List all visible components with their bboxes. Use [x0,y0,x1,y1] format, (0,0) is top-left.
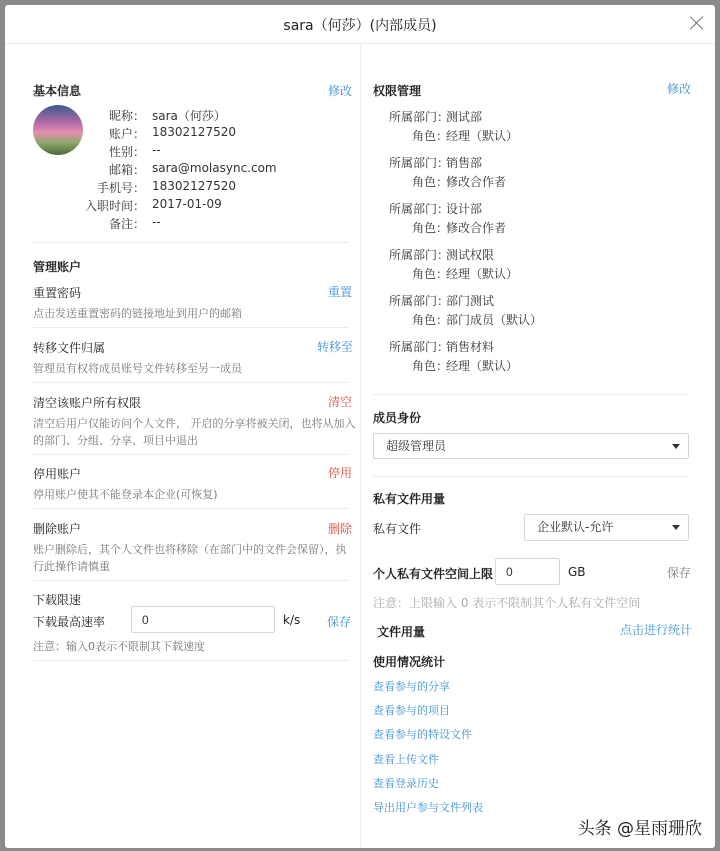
speed-unit: k/s [283,613,301,627]
field-label: 手机号： [96,181,145,195]
delete-account-desc: 账户删除后，其个人文件也将移除（在部门中的文件会保留），执 [33,543,347,556]
compute-usage-link[interactable]: 点击进行统计 [620,623,693,637]
role-label: 角色： [412,175,449,189]
download-speed-label: 下载最高速率 [33,615,106,629]
dept-label: 所属部门： [389,340,450,354]
field-label: 昵称： [108,109,145,123]
role-value: 修改合作者 [446,175,507,189]
usage-stats-heading: 使用情况统计 [373,655,446,669]
private-file-select[interactable] [524,514,689,541]
view-uploads-link[interactable]: 查看上传文件 [373,753,439,766]
file-usage-heading: 文件用量 [377,625,426,639]
divider [33,580,348,581]
divider [33,508,348,509]
chevron-down-icon [672,525,680,530]
dept-value: 销售材料 [446,340,495,354]
member-identity-heading: 成员身份 [373,411,422,425]
role-value: 经理（默认） [446,129,519,143]
dept-value: 设计部 [446,202,483,216]
export-file-list-link[interactable]: 导出用户参与文件列表 [373,801,483,814]
disable-account-desc: 停用账户使其不能登录本企业(可恢复) [33,488,218,501]
manage-account-heading: 管理账户 [33,260,82,274]
delete-account-link[interactable]: 删除 [328,522,353,536]
role-label: 角色： [412,129,449,143]
delete-account-title: 删除账户 [33,522,82,536]
role-label: 角色： [412,313,449,327]
download-limit-title: 下载限速 [33,593,82,607]
dept-value: 部门测试 [446,294,495,308]
account-value: 18302127520 [152,125,236,139]
basic-info-heading: 基本信息 [33,84,82,98]
private-limit-input[interactable] [495,558,560,585]
permissions-heading: 权限管理 [373,84,422,98]
divider [373,476,688,477]
email-value: sara@molasync.com [152,161,277,175]
field-label: 性别： [108,145,145,159]
disable-account-title: 停用账户 [33,467,82,481]
divider [33,327,348,328]
nickname-value: sara（何莎） [152,109,226,123]
dept-label: 所属部门： [389,294,450,308]
view-login-history-link[interactable]: 查看登录历史 [373,777,439,790]
divider [33,660,348,661]
phone-value: 18302127520 [152,179,236,193]
remark-value: -- [152,215,161,229]
role-label: 角色： [412,267,449,281]
close-icon[interactable] [689,15,705,31]
download-speed-note: 注意：输入0表示不限制其下载速度 [33,640,205,653]
view-shares-link[interactable]: 查看参与的分享 [373,680,450,693]
dept-label: 所属部门： [389,156,450,170]
view-projects-link[interactable]: 查看参与的项目 [373,704,450,717]
disable-account-link[interactable]: 停用 [328,466,353,480]
dept-label: 所属部门： [389,248,450,262]
member-identity-value: 超级管理员 [386,439,447,453]
clear-permissions-desc: 清空后用户仅能访问个人文件， 开启的分享将被关闭，也将从加入 [33,417,356,430]
transfer-files-desc: 管理员有权将成员账号文件转移至另一成员 [33,362,242,375]
gender-value: -- [152,143,161,157]
permissions-edit-link[interactable]: 修改 [667,82,692,96]
private-usage-heading: 私有文件用量 [373,492,446,506]
private-limit-save-button[interactable]: 保存 [667,566,692,580]
private-limit-note: 注意：上限输入 0 表示不限制其个人私有文件空间 [373,596,641,610]
role-label: 角色： [412,221,449,235]
column-divider [360,44,361,848]
divider [33,242,348,243]
field-label: 备注： [108,217,145,231]
join-date-value: 2017-01-09 [152,197,222,211]
dialog-title: sara（何莎）(内部成员) [283,18,437,34]
watermark-text: 头条 @星雨珊欣 [577,819,702,839]
member-identity-select[interactable] [373,433,689,459]
download-speed-save-button[interactable]: 保存 [327,615,352,629]
dept-label: 所属部门： [389,202,450,216]
clear-permissions-title: 清空该账户所有权限 [33,396,142,410]
reset-password-title: 重置密码 [33,286,82,300]
divider [33,454,348,455]
basic-info-edit-link[interactable]: 修改 [328,84,353,98]
role-label: 角色： [412,359,449,373]
reset-password-link[interactable]: 重置 [328,285,353,299]
dialog-titlebar [5,5,715,44]
field-label: 邮箱： [108,163,145,177]
clear-permissions-desc: 的部门、分组、分享、项目中退出 [33,434,198,447]
private-limit-label: 个人私有文件空间上限 [373,567,494,581]
private-limit-unit: GB [568,565,586,579]
private-file-label: 私有文件 [373,522,422,536]
private-file-value: 企业默认-允许 [537,520,614,534]
chevron-down-icon [672,444,680,449]
delete-account-desc: 行此操作请慎重 [33,560,110,573]
field-label: 账户： [108,127,145,141]
dept-value: 测试权限 [446,248,495,262]
view-special-files-link[interactable]: 查看参与的特设文件 [373,728,472,741]
divider [373,394,688,395]
member-dialog [5,5,715,848]
divider [33,382,348,383]
role-value: 部门成员（默认） [446,313,543,327]
download-speed-input[interactable] [131,606,275,633]
role-value: 经理（默认） [446,267,519,281]
role-value: 经理（默认） [446,359,519,373]
dept-value: 测试部 [446,110,483,124]
dept-value: 销售部 [446,156,483,170]
field-label: 入职时间： [84,199,145,213]
clear-permissions-link[interactable]: 清空 [328,395,353,409]
dept-label: 所属部门： [389,110,450,124]
transfer-files-link[interactable]: 转移至 [317,340,354,354]
role-value: 修改合作者 [446,221,507,235]
reset-password-desc: 点击发送重置密码的链接地址到用户的邮箱 [33,307,242,320]
transfer-files-title: 转移文件归属 [33,341,106,355]
